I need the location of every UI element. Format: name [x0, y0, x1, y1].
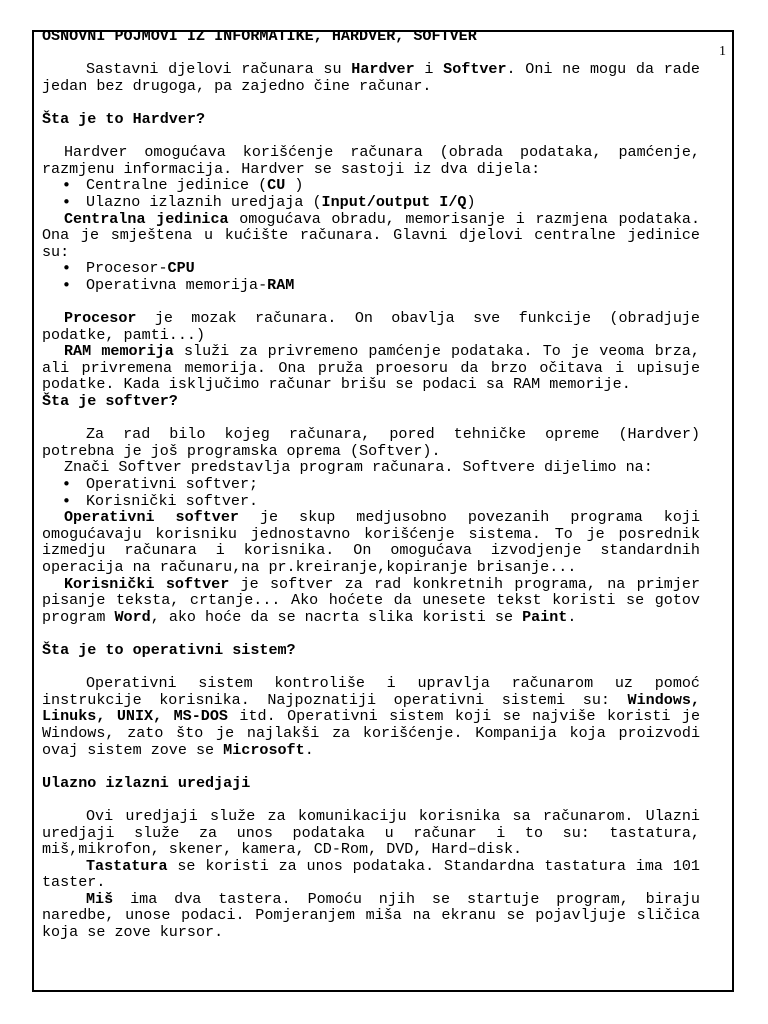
operativni-sistem-paragraph: Operativni sistem kontroliše i upravlja računarom uz pomoć instrukcije korisnika. Najpoznatiji operativni sistemi su: Windows, Linuks, UNIX, MS-DOS itd. Operativni sistem koji se najviše koristi je Windows, zato što je najlakši za korišćenje. Kompanija koja proizvodi ovaj sistem zove se Microsoft.	[42, 674, 701, 759]
page-number: 1	[719, 44, 726, 59]
list-item: • Centralne jedinice (CU )	[42, 177, 700, 194]
tastatura-paragraph: Tastatura se koristi za unos podataka. Standardna tastatura ima 101 taster.	[42, 856, 700, 892]
softver-paragraph: Za rad bilo kojeg računara, pored tehničke opreme (Hardver) potrebna je još programska oprema (Softver).	[42, 425, 700, 460]
uredjaji-paragraph: Ovi uredjaji služe za komunikaciju korisnika sa računarom. Ulazni uredjaji služe za unos podataka u računar i to su: tastatura, miš,mikrofon, skener, kamera, CD-Rom, DVD, Hard–disk.	[42, 806, 700, 859]
softver-list	[42, 476, 700, 509]
hardver-list	[42, 177, 700, 210]
list-item: • Procesor-CPU	[42, 260, 700, 277]
heading-operativni-sistem: Šta je to operativni sistem?	[42, 640, 296, 659]
list-item: • Korisnički softver.	[42, 493, 700, 510]
heading-softver: Šta je softver?	[42, 392, 178, 411]
korisnicki-softver-paragraph: Korisnički softver je softver za rad konkretnih programa, na primjer pisanje teksta, crtanje... Ako hoćete da unesete tekst koristi se gotov program Word, ako hoće da se nacrta slika koristi se Paint.	[42, 574, 701, 626]
operativni-softver-paragraph: Operativni softver je skup medjusobno povezanih programa koji omogućavaju korisniku jednostavno korišćenje sistema. To je posrednik izmedju računara i korisnika. On omogućava izvodjenje standardnih operacija na računaru,na pr.kreiranje,kopiranje brisanje...	[42, 508, 700, 576]
document-title: OSNOVNI POJMOVI IZ INFORMATIKE, HARDVER, SOFTVER	[42, 27, 477, 45]
procesor-paragraph: Procesor je mozak računara. On obavlja sve funkcije (obradjuje podatke, pamti...)	[42, 309, 700, 344]
softver-paragraph-2: Znači Softver predstavlja program računara. Softvere dijelimo na:	[64, 458, 653, 477]
intro-paragraph: Sastavni djelovi računara su Hardver i Softver. Oni ne mogu da rade jedan bez drugoga, pa zajedno čine računar.	[42, 60, 700, 95]
list-item: • Operativna memorija-RAM	[42, 277, 700, 294]
centralna-jedinica-list	[42, 260, 700, 293]
document-body	[42, 28, 700, 941]
heading-hardver: Šta je to Hardver?	[42, 109, 206, 128]
hardver-paragraph: Hardver omogućava korišćenje računara (obrada podataka, pamćenje, razmjenu informacija. Hardver se sastoji iz dva dijela:	[42, 143, 700, 178]
centralna-jedinica-paragraph: Centralna jedinica omogućava obradu, memorisanje i razmjena podataka. Ona je smještena u kućište računara. Glavni djelovi centralne jedinice su:	[42, 209, 700, 261]
list-item: • Ulazno izlaznih uredjaja (Input/output I/Q)	[42, 194, 700, 211]
mis-paragraph: Miš ima dva tastera. Pomoću njih se startuje program, biraju naredbe, unose podaci. Pomjeranjem miša na ekranu se pojavljuje sličica koja se zove kursor.	[42, 889, 700, 942]
heading-ulazno-izlazni: Ulazno izlazni uredjaji	[42, 773, 251, 792]
ram-paragraph: RAM memorija služi za privremeno pamćenje podataka. To je veoma brza, ali privremena memorija. Ona pruža proesoru da brzo očitava i upisuje podatke. Kada isključimo računar brišu se podaci sa RAM memorije.	[42, 342, 700, 394]
list-item: • Operativni softver;	[42, 476, 700, 493]
